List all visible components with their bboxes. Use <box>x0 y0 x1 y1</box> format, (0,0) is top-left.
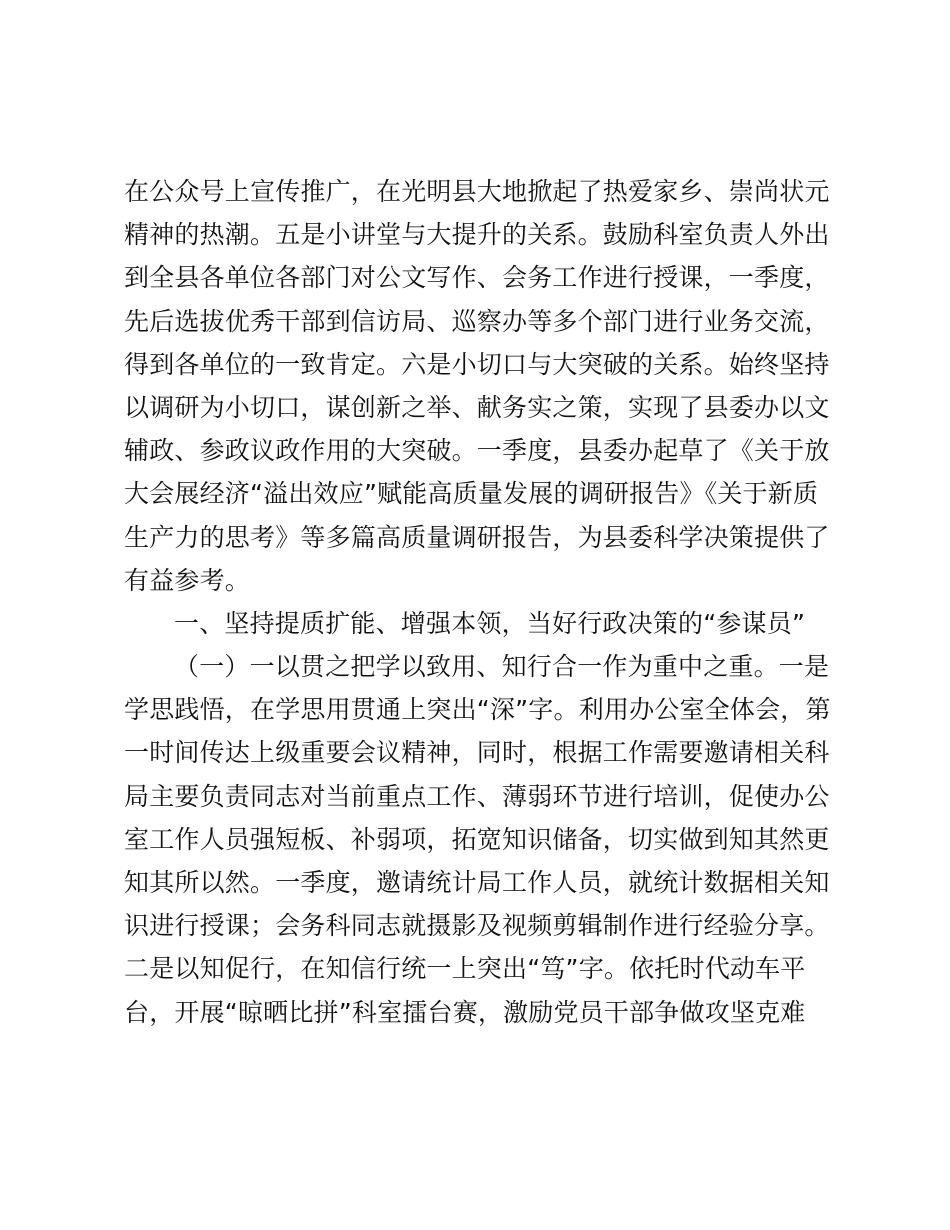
paragraph-line: 学思践悟，在学思用贯通上突出“深”字。利用办公室全体会，第 <box>124 695 831 725</box>
paragraph-line: 精神的热潮。五是小讲堂与大提升的关系。鼓励科室负责人外出 <box>124 220 830 250</box>
paragraph-line: 知其所以然。一季度，邀请统计局工作人员，就统计数据相关知 <box>124 868 830 897</box>
paragraph-line: 有益参考。 <box>124 565 251 595</box>
paragraph-line: 到全县各单位各部门对公文写作、会务工作进行授课，一季度， <box>124 263 830 293</box>
paragraph-line: 大会展经济“溢出效应”赋能高质量发展的调研报告》《关于新质 <box>124 479 819 509</box>
subsection-heading-line: （一）一以贯之把学以致用、知行合一作为重中之重。一是 <box>174 652 830 682</box>
section-heading: 一、坚持提质扩能、增强本领，当好行政决策的“参谋员” <box>174 608 806 638</box>
paragraph-line: 识进行授课；会务科同志就摄影及视频剪辑制作进行经验分享。 <box>124 911 830 941</box>
paragraph-line: 生产力的思考》等多篇高质量调研报告，为县委科学决策提供了 <box>124 522 830 552</box>
paragraph-line: 以调研为小切口，谋创新之举、献务实之策，实现了县委办以文 <box>124 392 830 422</box>
paragraph-line: 一时间传达上级重要会议精神，同时，根据工作需要邀请相关科 <box>124 738 830 768</box>
paragraph-line: 在公众号上宣传推广，在光明县大地掀起了热爱家乡、崇尚状元 <box>124 177 830 206</box>
paragraph-line: 台，开展“晾晒比拼”科室擂台赛，激励党员干部争做攻坚克难 <box>124 997 806 1027</box>
document-body <box>124 170 831 1034</box>
paragraph-line: 得到各单位的一致肯定。六是小切口与大突破的关系。始终坚持 <box>124 349 830 379</box>
paragraph-line: 局主要负责同志对当前重点工作、薄弱环节进行培训，促使办公 <box>124 781 830 811</box>
paragraph-line: 室工作人员强短板、补弱项，拓宽知识储备，切实做到知其然更 <box>124 824 830 854</box>
paragraph-line: 辅政、参政议政作用的大突破。一季度，县委办起草了《关于放 <box>124 436 830 466</box>
paragraph-line: 先后选拔优秀干部到信访局、巡察办等多个部门进行业务交流， <box>124 306 830 336</box>
paragraph-line: 二是以知促行，在知信行统一上突出“笃”字。依托时代动车平 <box>124 954 806 984</box>
